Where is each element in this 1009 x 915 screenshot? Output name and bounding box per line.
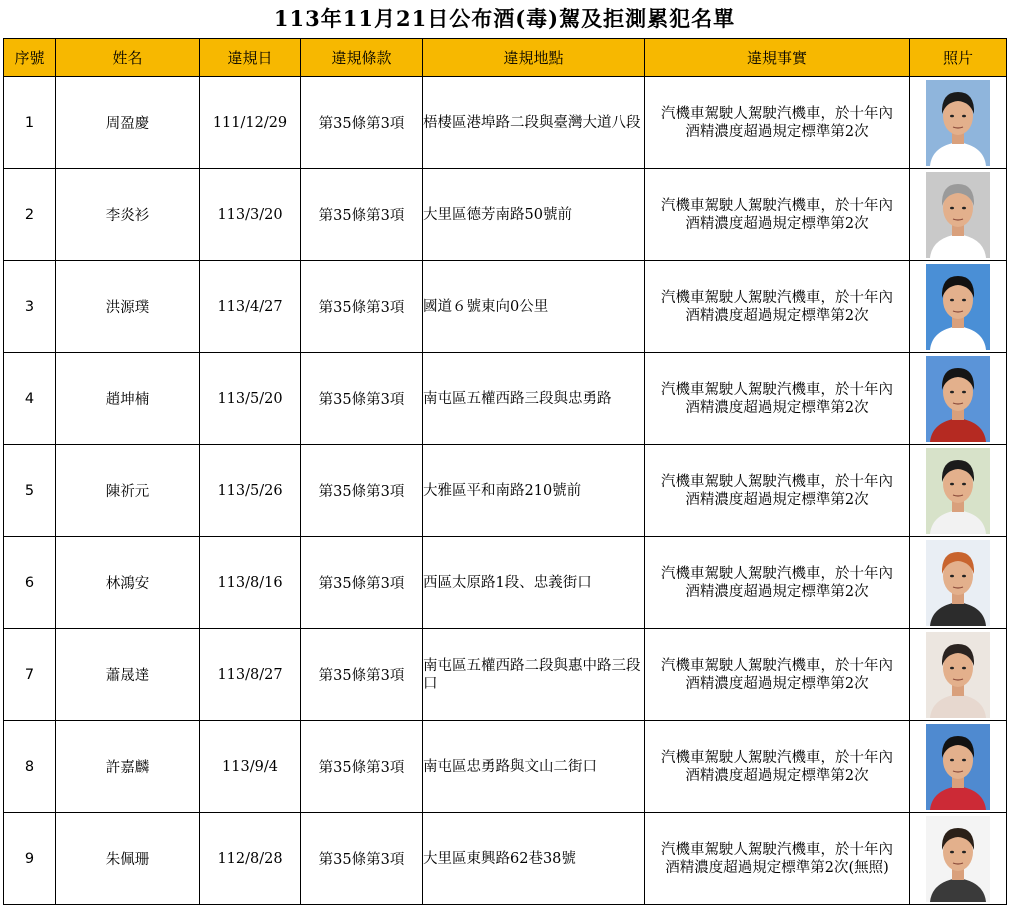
offender-photo xyxy=(926,172,990,258)
portrait-image xyxy=(926,448,990,534)
violation-fact-line: 酒精濃度超過規定標準第2次 xyxy=(685,583,869,600)
portrait-image xyxy=(926,356,990,442)
violation-location: 南屯區五權西路三段與忠勇路 xyxy=(423,353,645,445)
offender-photo xyxy=(926,356,990,442)
violation-location: 西區太原路1段、忠義街口 xyxy=(423,537,645,629)
table-row xyxy=(4,629,1007,721)
violation-fact xyxy=(645,77,910,169)
violation-fact-line: 酒精濃度超過規定標準第2次 xyxy=(685,767,869,784)
offender-name: 周盈慶 xyxy=(56,77,200,169)
offender-table xyxy=(3,38,1007,905)
table-row xyxy=(4,169,1007,261)
violation-fact xyxy=(645,169,910,261)
photo-cell xyxy=(910,261,1007,353)
violation-location: 南屯區忠勇路與文山二街口 xyxy=(423,721,645,813)
header-location: 違規地點 xyxy=(423,39,645,77)
violation-location: 梧棲區港埠路二段與臺灣大道八段 xyxy=(423,77,645,169)
offender-name: 陳祈元 xyxy=(56,445,200,537)
violation-date: 113/5/20 xyxy=(200,353,301,445)
violation-date: 112/8/28 xyxy=(200,813,301,905)
portrait-image xyxy=(926,632,990,718)
table-header-row xyxy=(4,39,1007,77)
violation-date: 113/5/26 xyxy=(200,445,301,537)
portrait-image xyxy=(926,80,990,166)
row-number: 7 xyxy=(4,629,56,721)
table-row xyxy=(4,77,1007,169)
violation-fact xyxy=(645,445,910,537)
violation-fact-line: 汽機車駕駛人駕駛汽機車，於十年內 xyxy=(661,565,893,582)
table-row xyxy=(4,445,1007,537)
violation-fact-line: 酒精濃度超過規定標準第2次 xyxy=(685,491,869,508)
header-num: 序號 xyxy=(4,39,56,77)
violation-location: 大雅區平和南路210號前 xyxy=(423,445,645,537)
violation-location: 南屯區五權西路二段與惠中路三段口 xyxy=(423,629,645,721)
table-row xyxy=(4,537,1007,629)
violation-article: 第35條第3項 xyxy=(301,813,423,905)
offender-name: 朱佩珊 xyxy=(56,813,200,905)
violation-article: 第35條第3項 xyxy=(301,77,423,169)
violation-fact-line: 汽機車駕駛人駕駛汽機車，於十年內 xyxy=(661,841,893,858)
page-title: 113年11月21日公布酒(毒)駕及拒測累犯名單 xyxy=(273,6,736,31)
offender-photo xyxy=(926,264,990,350)
violation-fact-line: 汽機車駕駛人駕駛汽機車，於十年內 xyxy=(661,197,893,214)
offender-photo xyxy=(926,80,990,166)
offender-photo xyxy=(926,816,990,902)
violation-article: 第35條第3項 xyxy=(301,169,423,261)
violation-fact xyxy=(645,629,910,721)
offender-name: 蕭晟達 xyxy=(56,629,200,721)
violation-date: 111/12/29 xyxy=(200,77,301,169)
violation-fact xyxy=(645,261,910,353)
portrait-image xyxy=(926,172,990,258)
row-number: 9 xyxy=(4,813,56,905)
violation-article: 第35條第3項 xyxy=(301,721,423,813)
violation-fact-line: 汽機車駕駛人駕駛汽機車，於十年內 xyxy=(661,657,893,674)
header-article: 違規條款 xyxy=(301,39,423,77)
photo-cell xyxy=(910,721,1007,813)
violation-date: 113/3/20 xyxy=(200,169,301,261)
header-photo: 照片 xyxy=(910,39,1007,77)
offender-name: 趙坤楠 xyxy=(56,353,200,445)
photo-cell xyxy=(910,537,1007,629)
table-row xyxy=(4,261,1007,353)
violation-fact xyxy=(645,537,910,629)
row-number: 8 xyxy=(4,721,56,813)
violation-date: 113/8/16 xyxy=(200,537,301,629)
offender-name: 林鴻安 xyxy=(56,537,200,629)
violation-location: 大里區東興路62巷38號 xyxy=(423,813,645,905)
violation-fact xyxy=(645,813,910,905)
offender-photo xyxy=(926,540,990,626)
violation-fact-line: 酒精濃度超過規定標準第2次 xyxy=(685,215,869,232)
offender-name: 洪源璞 xyxy=(56,261,200,353)
row-number: 3 xyxy=(4,261,56,353)
violation-article: 第35條第3項 xyxy=(301,629,423,721)
photo-cell xyxy=(910,445,1007,537)
violation-fact-line: 汽機車駕駛人駕駛汽機車，於十年內 xyxy=(661,289,893,306)
offender-photo xyxy=(926,448,990,534)
portrait-image xyxy=(926,540,990,626)
violation-fact-line: 汽機車駕駛人駕駛汽機車，於十年內 xyxy=(661,473,893,490)
photo-cell xyxy=(910,169,1007,261)
photo-cell xyxy=(910,629,1007,721)
violation-fact xyxy=(645,721,910,813)
violation-fact-line: 酒精濃度超過規定標準第2次 xyxy=(685,307,869,324)
row-number: 2 xyxy=(4,169,56,261)
header-name: 姓名 xyxy=(56,39,200,77)
violation-fact-line: 酒精濃度超過規定標準第2次 xyxy=(685,399,869,416)
table-row xyxy=(4,813,1007,905)
violation-location: 大里區德芳南路50號前 xyxy=(423,169,645,261)
portrait-image xyxy=(926,724,990,810)
violation-fact-line: 酒精濃度超過規定標準第2次 xyxy=(685,675,869,692)
violation-date: 113/4/27 xyxy=(200,261,301,353)
row-number: 6 xyxy=(4,537,56,629)
violation-date: 113/8/27 xyxy=(200,629,301,721)
photo-cell xyxy=(910,353,1007,445)
header-date: 違規日 xyxy=(200,39,301,77)
violation-article: 第35條第3項 xyxy=(301,445,423,537)
table-row xyxy=(4,353,1007,445)
violation-fact xyxy=(645,353,910,445)
violation-fact-line: 酒精濃度超過規定標準第2次 xyxy=(685,123,869,140)
table-row xyxy=(4,721,1007,813)
violation-fact-line: 酒精濃度超過規定標準第2次(無照) xyxy=(665,859,889,876)
offender-name: 許嘉麟 xyxy=(56,721,200,813)
violation-fact-line: 汽機車駕駛人駕駛汽機車，於十年內 xyxy=(661,749,893,766)
portrait-image xyxy=(926,816,990,902)
violation-article: 第35條第3項 xyxy=(301,353,423,445)
photo-cell xyxy=(910,813,1007,905)
row-number: 4 xyxy=(4,353,56,445)
row-number: 5 xyxy=(4,445,56,537)
violation-location: 國道６號東向0公里 xyxy=(423,261,645,353)
offender-photo xyxy=(926,632,990,718)
violation-article: 第35條第3項 xyxy=(301,261,423,353)
offender-name: 李炎衫 xyxy=(56,169,200,261)
row-number: 1 xyxy=(4,77,56,169)
photo-cell xyxy=(910,77,1007,169)
header-fact: 違規事實 xyxy=(645,39,910,77)
offender-photo xyxy=(926,724,990,810)
violation-article: 第35條第3項 xyxy=(301,537,423,629)
violation-fact-line: 汽機車駕駛人駕駛汽機車，於十年內 xyxy=(661,381,893,398)
violation-date: 113/9/4 xyxy=(200,721,301,813)
violation-fact-line: 汽機車駕駛人駕駛汽機車，於十年內 xyxy=(661,105,893,122)
portrait-image xyxy=(926,264,990,350)
